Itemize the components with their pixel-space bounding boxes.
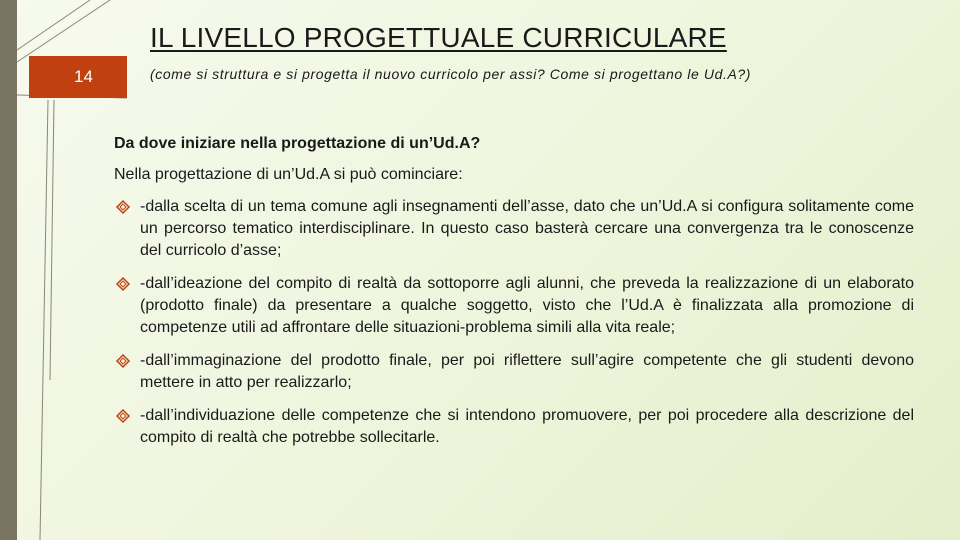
slide-title: IL LIVELLO PROGETTUALE CURRICULARE [150, 22, 727, 53]
page-number: 14 [74, 67, 93, 86]
list-item-text: -dall’individuazione delle competenze che si intendono promuovere, per poi procedere alla descrizione del compito di realtà che potrebbe sollecitarle. [140, 407, 914, 446]
diamond-outline-icon [114, 352, 132, 370]
bullet-list [114, 196, 914, 449]
list-item-text: -dalla scelta di un tema comune agli insegnamenti dell’asse, dato che un’Ud.A si configura solitamente come un percorso tematico interdisciplinare. In questo caso basterà cercare una convergenza tra le conoscenze del curricolo d’asse; [140, 198, 914, 259]
list-item-text: -dall’immaginazione del prodotto finale, per poi riflettere sull’agire competente che gli studenti devono mettere in atto per realizzarlo; [140, 352, 914, 391]
list-item [114, 350, 914, 394]
list-item [114, 273, 914, 339]
list-item-text: -dall’ideazione del compito di realtà da sottoporre agli alunni, che preveda la realizzazione di un elaborato (prodotto finale) da presentare a qualche soggetto, visto che l’Ud.A è finalizzata alla promozione di competenze utili ad affrontare delle situazioni-problema simili alla vita reale; [140, 275, 914, 336]
intro-text: Nella progettazione di un’Ud.A si può cominciare: [114, 166, 463, 183]
list-item [114, 405, 914, 449]
diamond-outline-icon [114, 407, 132, 425]
slide-subtitle: (come si struttura e si progetta il nuovo curricolo per assi? Come si progettano le Ud.A?) [150, 66, 752, 82]
page-number-badge [29, 56, 127, 98]
list-item [114, 196, 914, 262]
diamond-outline-icon [114, 198, 132, 216]
diamond-outline-icon [114, 275, 132, 293]
section-heading: Da dove iniziare nella progettazione di un’Ud.A? [114, 135, 481, 152]
